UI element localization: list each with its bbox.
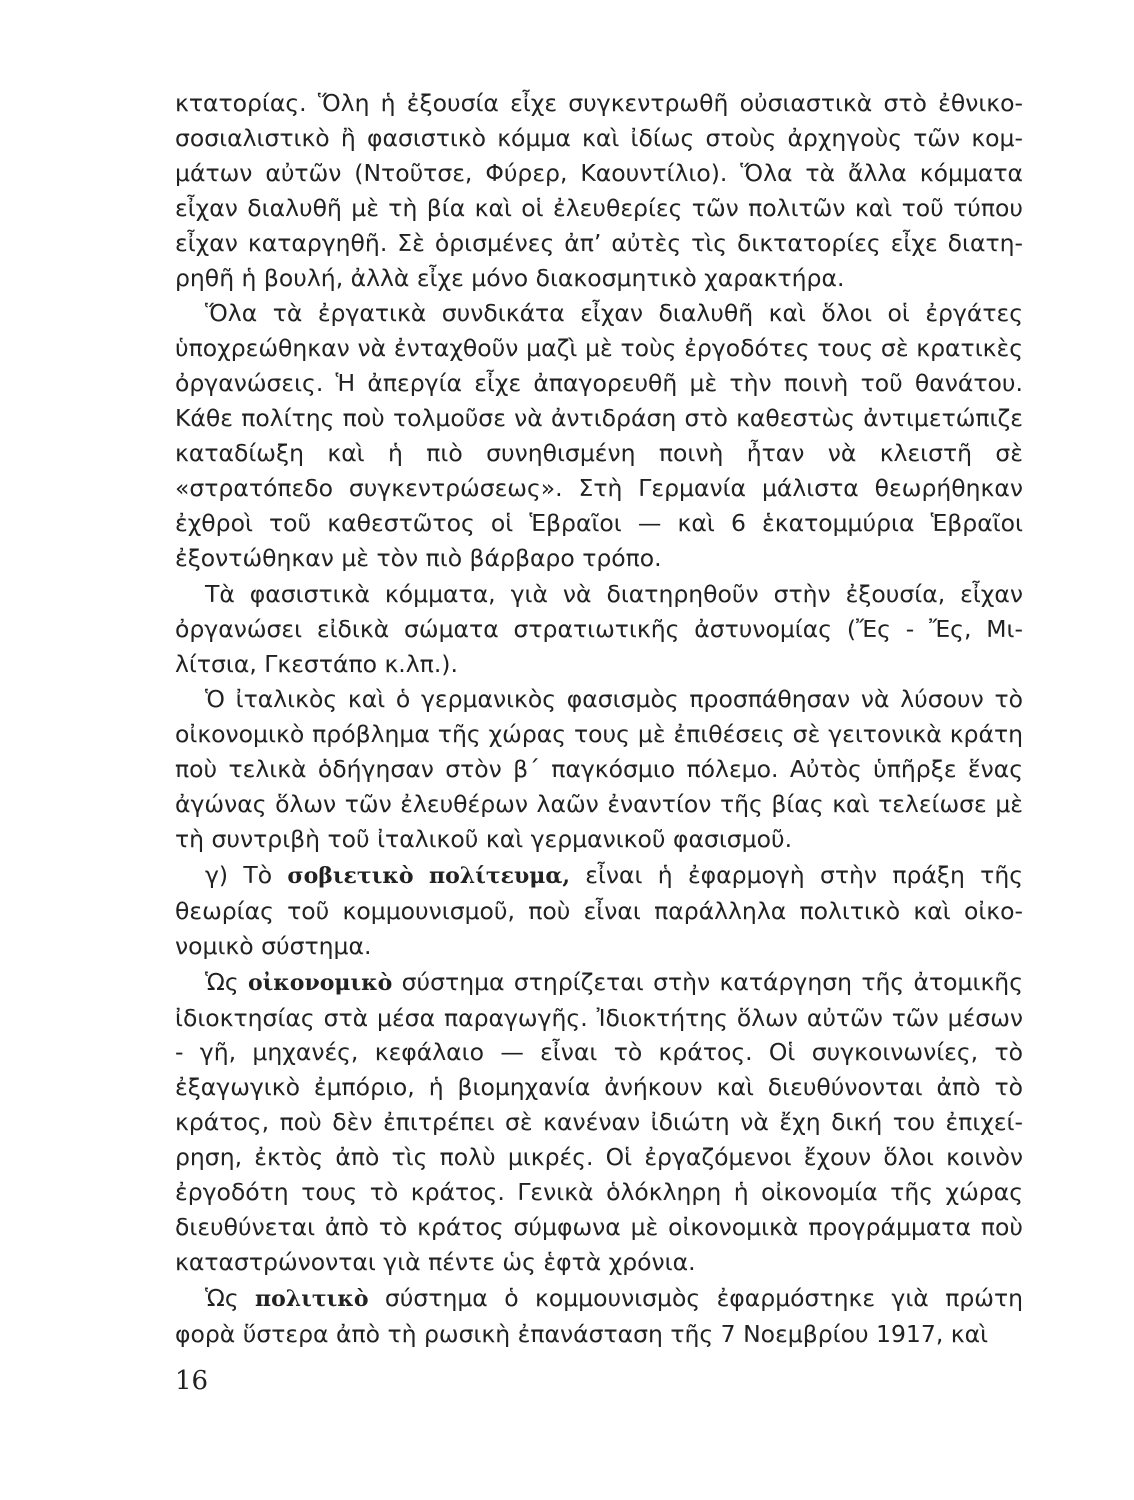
paragraph-5-rest: εἶναι ἡ ἐφαρμογὴ στὴν πράξη τῆς θεωρίας τοῦ κομμουνισμοῦ, ποὺ εἶναι παράλληλα πολιτικὸ καὶ οἰκονομικὸ σύστημα.	[175, 860, 1024, 960]
paragraph-2: Ὅλα τὰ ἐργατικὰ συνδικάτα εἶχαν διαλυθῆ καὶ ὅλοι οἱ ἐργάτες ὑποχρεώθηκαν νὰ ἐνταχθοῦν μαζὶ μὲ τοὺς ἐργοδότες τους σὲ κρατικὲς ὀργανώσεις. Ἡ ἀπεργία εἶχε ἀπαγορευθῆ μὲ τὴν ποινὴ τοῦ θανάτου. Κάθε πολίτης ποὺ τολμοῦσε νὰ ἀντιδράση στὸ καθεστὼς ἀντιμετώπιζε καταδίωξη καὶ ἡ πιὸ συνηθισμένη ποινὴ ἦταν νὰ κλειστῆ σὲ «στρατόπεδο συγκεντρώσεως». Στὴ Γερμανία μάλιστα θεωρήθηκαν ἐχθροὶ τοῦ καθεστῶτος οἱ Ἑβραῖοι — καὶ 6 ἑκατομμύρια Ἑβραῖοι ἐξοντώθηκαν μὲ τὸν πιὸ βάρβαρο τρόπο.	[175, 299, 1023, 572]
paragraph-7-political-system	[175, 1281, 1023, 1352]
page-number: 16	[175, 1366, 209, 1396]
paragraph-4: Ὁ ἰταλικὸς καὶ ὁ γερμανικὸς φασισμὸς προσπάθησαν νὰ λύσουν τὸ οἰκονομικὸ πρόβλημα τῆς χώρας τους μὲ ἐπιθέσεις σὲ γειτονικὰ κράτη ποὺ τελικὰ ὁδήγησαν στὸν β΄ παγκόσμιο πόλεμο. Αὐτὸς ὑπῆρξε ἕνας ἀγώνας ὅλων τῶν ἐλευθέρων λαῶν ἐναντίον τῆς βίας καὶ τελείωσε μὲ τὴ συντριβὴ τοῦ ἰταλικοῦ καὶ γερμανικοῦ φασισμοῦ.	[175, 685, 1023, 854]
paragraph-1: κτατορίας. Ὅλη ἡ ἐξουσία εἶχε συγκεντρωθῆ οὐσιαστικὰ στὸ ἐθνικοσοσιαλιστικὸ ἢ φασιστικὸ κόμμα καὶ ἰδίως στοὺς ἀρχηγοὺς τῶν κομμάτων αὐτῶν (Ντοῦτσε, Φύρερ, Καουντίλιο). Ὅλα τὰ ἄλλα κόμματα εἶχαν διαλυθῆ μὲ τὴ βία καὶ οἱ ἐλευθερίες τῶν πολιτῶν καὶ τοῦ τύπου εἶχαν καταργηθῆ. Σὲ ὁρισμένες ἀπ’ αὐτὲς τὶς δικτατορίες εἶχε διατηρηθῆ ἡ βουλή, ἀλλὰ εἶχε μόνο διακοσμητικὸ χαρακτήρα.	[175, 89, 1023, 292]
paragraph-3: Τὰ φασιστικὰ κόμματα, γιὰ νὰ διατηρηθοῦν στὴν ἐξουσία, εἶχαν ὀργανώσει εἰδικὰ σώματα στρατιωτικῆς ἀστυνομίας (Ἔς - Ἔς, Μιλίτσια, Γκεστάπο κ.λπ.).	[175, 579, 1023, 678]
paragraph-6-lead: Ὡς	[205, 967, 248, 996]
paragraph-6-rest: σύστημα στηρίζεται στὴν κατάργηση τῆς ἀτομικῆς ἰδιοκτησίας στὰ μέσα παραγωγῆς. Ἰδιοκτήτης ὅλων αὐτῶν τῶν μέσων - γῆ, μηχανές, κεφάλαιο — εἶναι τὸ κράτος. Οἱ συγκοινωνίες, τὸ ἐξαγωγικὸ ἐμπόριο, ἡ βιομηχανία ἀνήκουν καὶ διευθύνονται ἀπὸ τὸ κράτος, ποὺ δὲν ἐπιτρέπει σὲ κανέναν ἰδιώτη νὰ ἔχη δική του ἐπιχείρηση, ἐκτὸς ἀπὸ τὶς πολὺ μικρές. Οἱ ἐργαζόμενοι ἔχουν ὅλοι κοινὸν ἐργοδότη τους τὸ κράτος. Γενικὰ ὁλόκληρη ἡ οἰκονομία τῆς χώρας διευθύνεται ἀπὸ τὸ κράτος σύμφωνα μὲ οἰκονομικὰ προγράμματα ποὺ καταστρώνονται γιὰ πέντε ὡς ἑφτὰ χρόνια.	[175, 967, 1023, 1276]
paragraph-5-soviet-regime	[175, 858, 1023, 964]
paragraph-7-rest: σύστημα ὁ κομμουνισμὸς ἐφαρμόστηκε γιὰ πρώτη φορὰ ὕστερα ἀπὸ τὴ ρωσικὴ ἐπανάσταση τῆς 7 Νοεμβρίου 1917, καὶ	[175, 1283, 1023, 1348]
paragraph-5-lead: γ) Τὸ	[205, 860, 288, 889]
paragraph-7-lead: Ὡς	[205, 1283, 256, 1312]
page-body	[175, 86, 1023, 1352]
term-soviet-regime: σοβιετικὸ πολίτευμα,	[287, 862, 570, 889]
term-economic: οἰκονομικὸ	[247, 969, 393, 996]
paragraph-6-economic-system	[175, 965, 1023, 1280]
term-political: πολιτικὸ	[255, 1285, 369, 1312]
